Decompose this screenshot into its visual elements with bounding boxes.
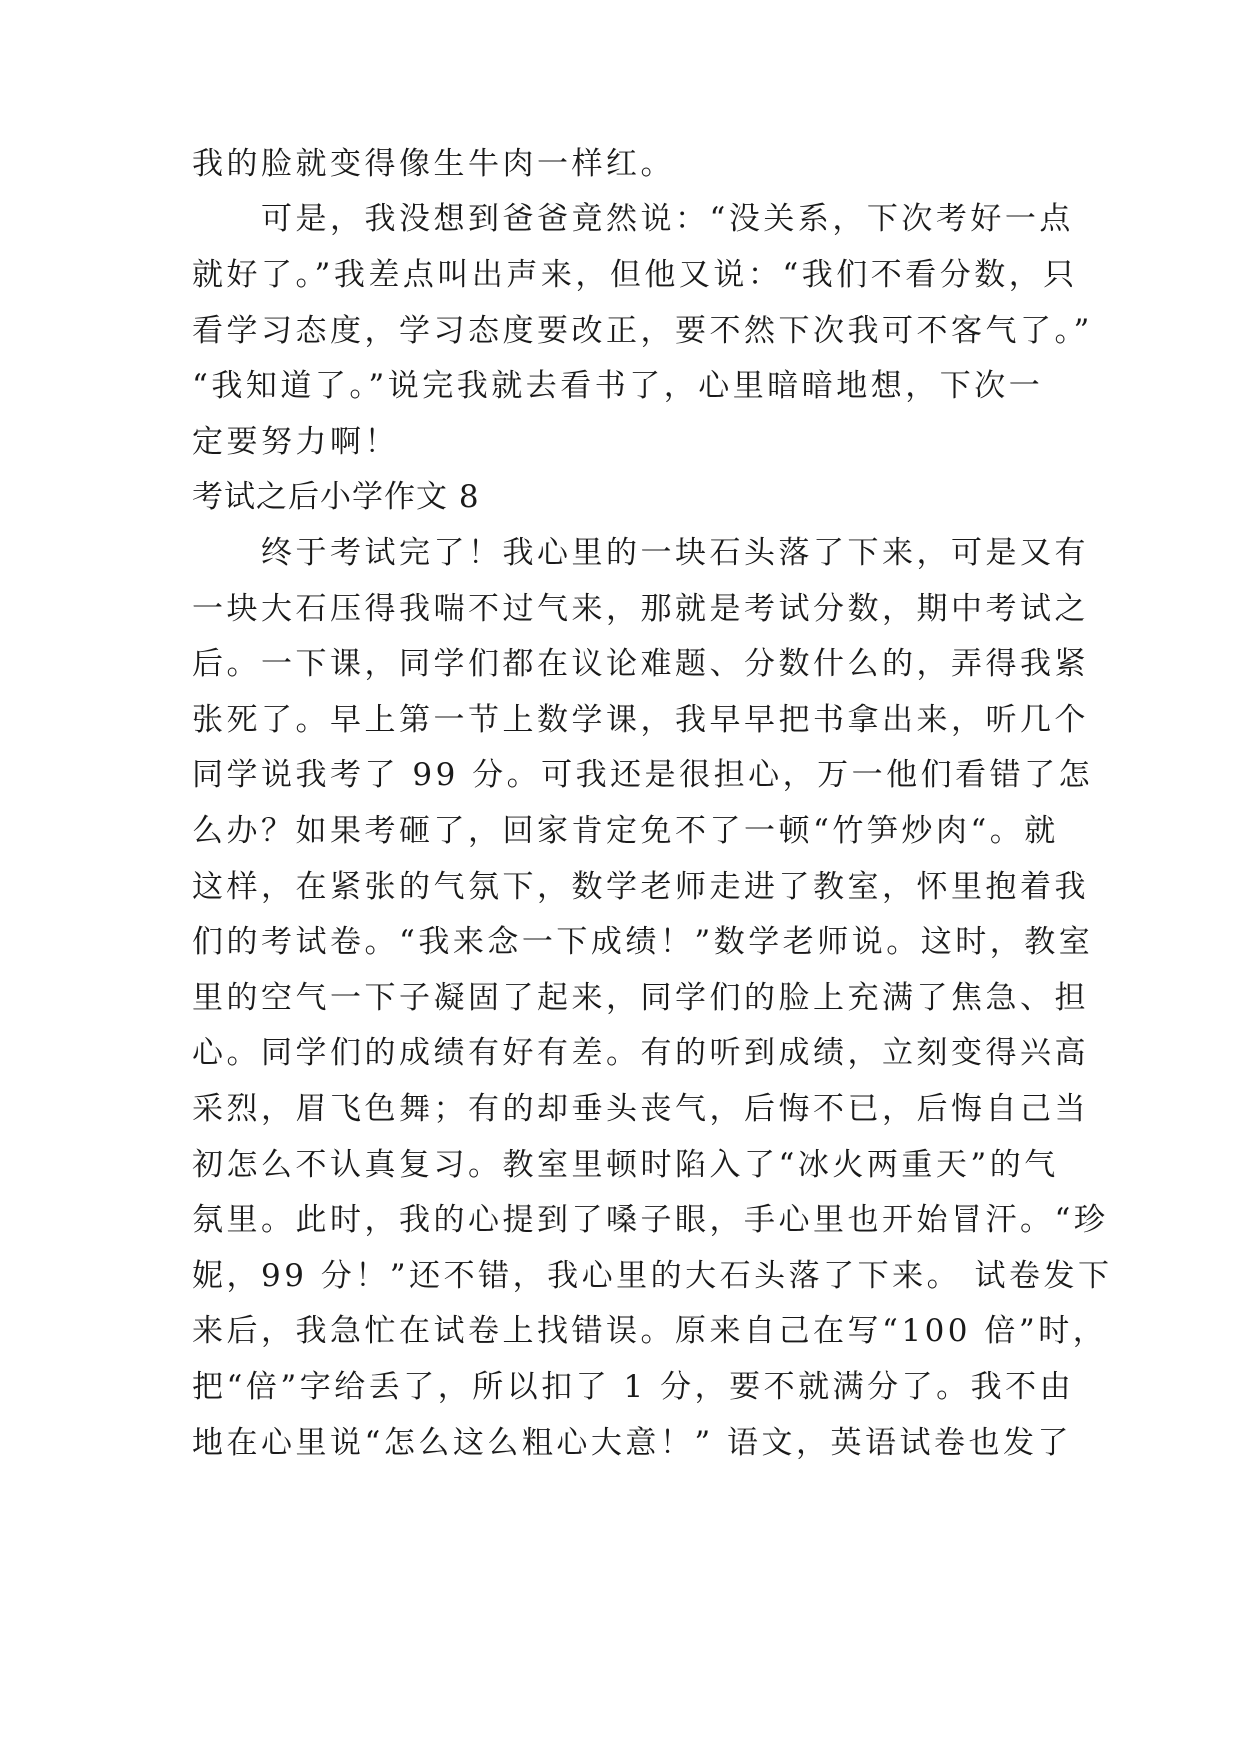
- text-line: 里的空气一下子凝固了起来，同学们的脸上充满了焦急、担: [192, 980, 1089, 1016]
- text-line: 么办？如果考砸了，回家肯定免不了一顿“竹笋炒肉“。就: [192, 813, 1059, 849]
- text-line: 看学习态度，学习态度要改正，要不然下次我可不客气了。”: [192, 313, 1093, 349]
- section-title: 考试之后小学作文 8: [192, 479, 480, 515]
- text-line: 张死了。早上第一节上数学课，我早早把书拿出来，听几个: [192, 702, 1089, 738]
- text-line: 采烈，眉飞色舞；有的却垂头丧气，后悔不已，后悔自己当: [192, 1091, 1089, 1127]
- text-line: “我知道了。”说完我就去看书了，心里暗暗地想，下次一: [192, 368, 1044, 404]
- text-line: 氛里。此时，我的心提到了嗓子眼，手心里也开始冒汗。“珍: [192, 1202, 1109, 1238]
- text-line: 一块大石压得我喘不过气来，那就是考试分数，期中考试之: [192, 591, 1089, 627]
- text-line: 把“倍”字给丢了，所以扣了 1 分，要不就满分了。我不由: [192, 1369, 1075, 1405]
- text-line: 定要努力啊！: [192, 424, 399, 460]
- text-line: 地在心里说“怎么这么粗心大意！” 语文，英语试卷也发了: [192, 1425, 1073, 1461]
- text-line: 们的考试卷。“我来念一下成绩！”数学老师说。这时，教室: [192, 924, 1094, 960]
- text-line: 可是，我没想到爸爸竟然说：“没关系，下次考好一点: [192, 201, 1074, 237]
- text-line: 终于考试完了！我心里的一块石头落了下来，可是又有: [192, 535, 1089, 571]
- text-line: 妮，99 分！”还不错，我心里的大石头落了下来。 试卷发下: [192, 1258, 1113, 1294]
- text-line: 同学说我考了 99 分。可我还是很担心，万一他们看错了怎: [192, 757, 1094, 793]
- text-line: 来后，我急忙在试卷上找错误。原来自己在写“100 倍”时，: [192, 1313, 1108, 1349]
- text-line: 我的脸就变得像生牛肉一样红。: [192, 146, 675, 182]
- text-line: 初怎么不认真复习。教室里顿时陷入了“冰火两重天”的气: [192, 1147, 1059, 1183]
- text-line: 就好了。”我差点叫出声来，但他又说：“我们不看分数，只: [192, 257, 1078, 293]
- text-line: 心。同学们的成绩有好有差。有的听到成绩，立刻变得兴高: [192, 1035, 1089, 1071]
- text-line: 这样，在紧张的气氛下，数学老师走进了教室，怀里抱着我: [192, 869, 1089, 905]
- text-line: 后。一下课，同学们都在议论难题、分数什么的，弄得我紧: [192, 646, 1089, 682]
